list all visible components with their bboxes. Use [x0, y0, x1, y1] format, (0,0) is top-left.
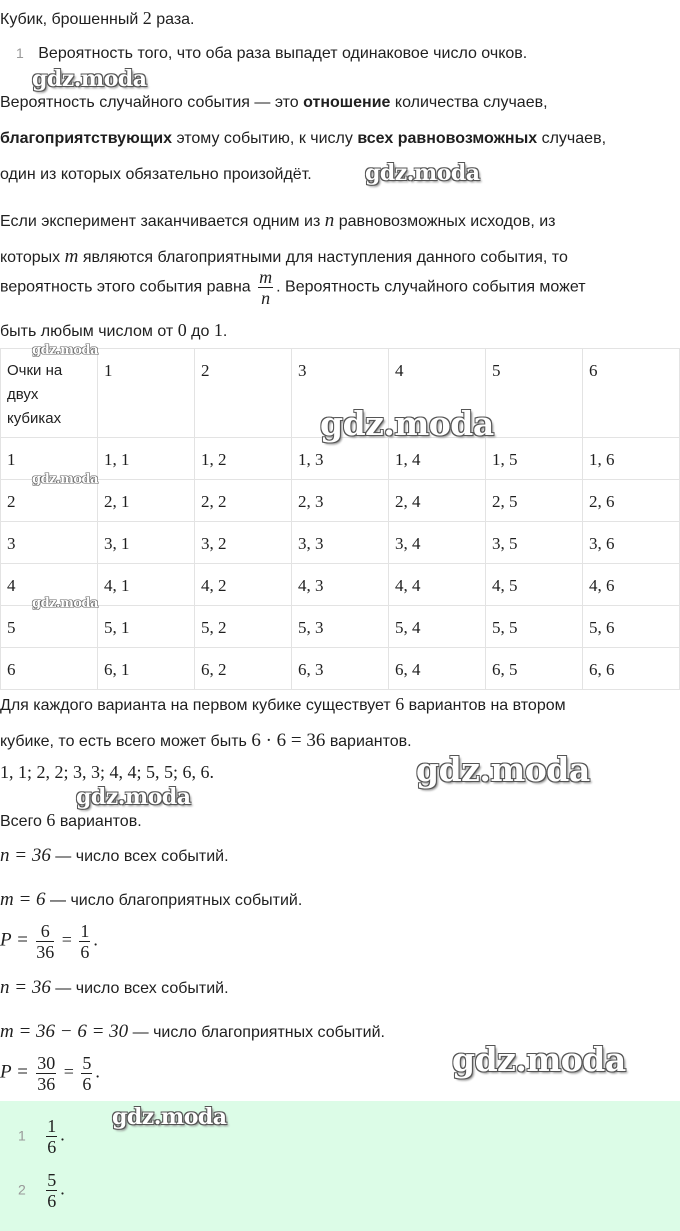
column-header: 5	[486, 349, 583, 438]
table-cell: 6, 1	[98, 648, 195, 690]
watermark: gdz.moda	[416, 750, 590, 789]
row-label: 2	[1, 480, 98, 522]
table-cell: 3, 6	[583, 522, 680, 564]
watermark: gdz.moda	[365, 160, 480, 186]
table-cell: 6, 5	[486, 648, 583, 690]
column-header: 6	[583, 349, 680, 438]
row-label: 5	[1, 606, 98, 648]
probability-line-1: P = $\frac{6}{36}$ = $\frac{1}{6}$ .	[0, 921, 98, 962]
table-row	[1, 606, 680, 648]
table-cell: 3, 3	[292, 522, 389, 564]
table-cell: 2, 5	[486, 480, 583, 522]
table-row	[1, 522, 680, 564]
answer-number: 2	[18, 1181, 26, 1198]
table-cell: 1, 2	[195, 438, 292, 480]
answer-block	[0, 1101, 680, 1231]
answer-number: 1	[18, 1127, 26, 1144]
table-cell: 4, 5	[486, 564, 583, 606]
row-label: 4	[1, 564, 98, 606]
column-header: 3	[292, 349, 389, 438]
question-number: 1	[16, 45, 24, 61]
table-cell: 3, 5	[486, 522, 583, 564]
row-label: 6	[1, 648, 98, 690]
answer-item: 1 $\frac{1}{6}$ .	[18, 1116, 65, 1157]
table-cell: 6, 3	[292, 648, 389, 690]
table-cell: 2, 3	[292, 480, 389, 522]
table-cell: 2, 4	[389, 480, 486, 522]
definition-line-2: благоприятствующих этому событию, к числу всех равновозможных случаев,	[0, 130, 607, 147]
table-cell: 4, 6	[583, 564, 680, 606]
question-text: Вероятность того, что оба раза выпадет одинаковое число очков.	[38, 45, 528, 62]
table-cell: 3, 1	[98, 522, 195, 564]
definition-line-3: один из которых обязательно произойдёт.	[0, 166, 312, 183]
table-cell: 1, 4	[389, 438, 486, 480]
row-label: 3	[1, 522, 98, 564]
count-line: Всего 6 вариантов.	[0, 810, 142, 830]
table-cell: 5, 2	[195, 606, 292, 648]
question-item	[16, 45, 527, 63]
experiment-line-3: вероятность этого события равна $\frac{m}{n}$ . Вероятность случайного события может	[0, 267, 586, 308]
variants-line: Для каждого варианта на первом кубике существует 6 вариантов на втором	[0, 694, 566, 714]
watermark: gdz.moda	[76, 784, 191, 810]
table-cell: 1, 5	[486, 438, 583, 480]
table-cell: 5, 5	[486, 606, 583, 648]
table-cell: 3, 2	[195, 522, 292, 564]
table-row	[1, 648, 680, 690]
experiment-line-2: которых m являются благоприятными для наступления данного события, то	[0, 246, 568, 267]
table-row	[1, 438, 680, 480]
watermark: gdz.moda	[32, 66, 147, 92]
experiment-line-4: быть любым числом от 0 до 1.	[0, 320, 228, 340]
answer-item: 2 $\frac{5}{6}$ .	[18, 1170, 65, 1211]
n-all-line-1: n = 36 — число всех событий.	[0, 845, 229, 866]
column-header: 1	[98, 349, 195, 438]
table-cell: 1, 1	[98, 438, 195, 480]
watermark: gdz.moda	[32, 472, 99, 487]
experiment-line-1: Если эксперимент заканчивается одним из n равновозможных исходов, из	[0, 210, 556, 231]
favorable-pairs: 1, 1; 2, 2; 3, 3; 4, 4; 5, 5; 6, 6.	[0, 762, 215, 782]
probability-line-2: P = $\frac{30}{36}$ = $\frac{5}{6}$ .	[0, 1053, 100, 1094]
fraction-m-over-n: $\frac{m}{n}$	[259, 267, 273, 308]
watermark: gdz.moda	[452, 1040, 626, 1079]
m-favorable-line-2: m = 36 − 6 = 30 — число благоприятных событий.	[0, 1021, 385, 1042]
n-all-line-2: n = 36 — число всех событий.	[0, 977, 229, 998]
table-cell: 6, 4	[389, 648, 486, 690]
row-label: 1	[1, 438, 98, 480]
watermark: gdz.moda	[32, 596, 99, 611]
table-cell: 5, 3	[292, 606, 389, 648]
task-heading: Кубик, брошенный 2 раза.	[0, 8, 195, 28]
table-cell: 3, 4	[389, 522, 486, 564]
table-cell: 2, 2	[195, 480, 292, 522]
table-cell: 6, 6	[583, 648, 680, 690]
m-favorable-line-1: m = 6 — число благоприятных событий.	[0, 889, 303, 910]
table-cell: 1, 3	[292, 438, 389, 480]
table-cell: 4, 4	[389, 564, 486, 606]
watermark: gdz.moda	[320, 404, 494, 443]
table-corner-cell: Очки на двух кубиках	[1, 349, 98, 438]
table-cell: 2, 1	[98, 480, 195, 522]
table-cell: 4, 2	[195, 564, 292, 606]
table-cell: 6, 2	[195, 648, 292, 690]
table-row	[1, 564, 680, 606]
watermark: gdz.moda	[112, 1104, 227, 1130]
table-cell: 5, 4	[389, 606, 486, 648]
outcomes-table	[0, 348, 680, 690]
table-cell: 5, 1	[98, 606, 195, 648]
table-cell: 5, 6	[583, 606, 680, 648]
watermark: gdz.moda	[32, 343, 99, 358]
table-cell: 2, 6	[583, 480, 680, 522]
table-row	[1, 480, 680, 522]
total-line: кубике, то есть всего может быть 6 · 6 = 36 вариантов.	[0, 730, 412, 751]
definition-line-1: Вероятность случайного события — это отношение количества случаев,	[0, 94, 548, 111]
column-header: 4	[389, 349, 486, 438]
table-cell: 1, 6	[583, 438, 680, 480]
table-cell: 4, 3	[292, 564, 389, 606]
table-cell: 4, 1	[98, 564, 195, 606]
column-header: 2	[195, 349, 292, 438]
